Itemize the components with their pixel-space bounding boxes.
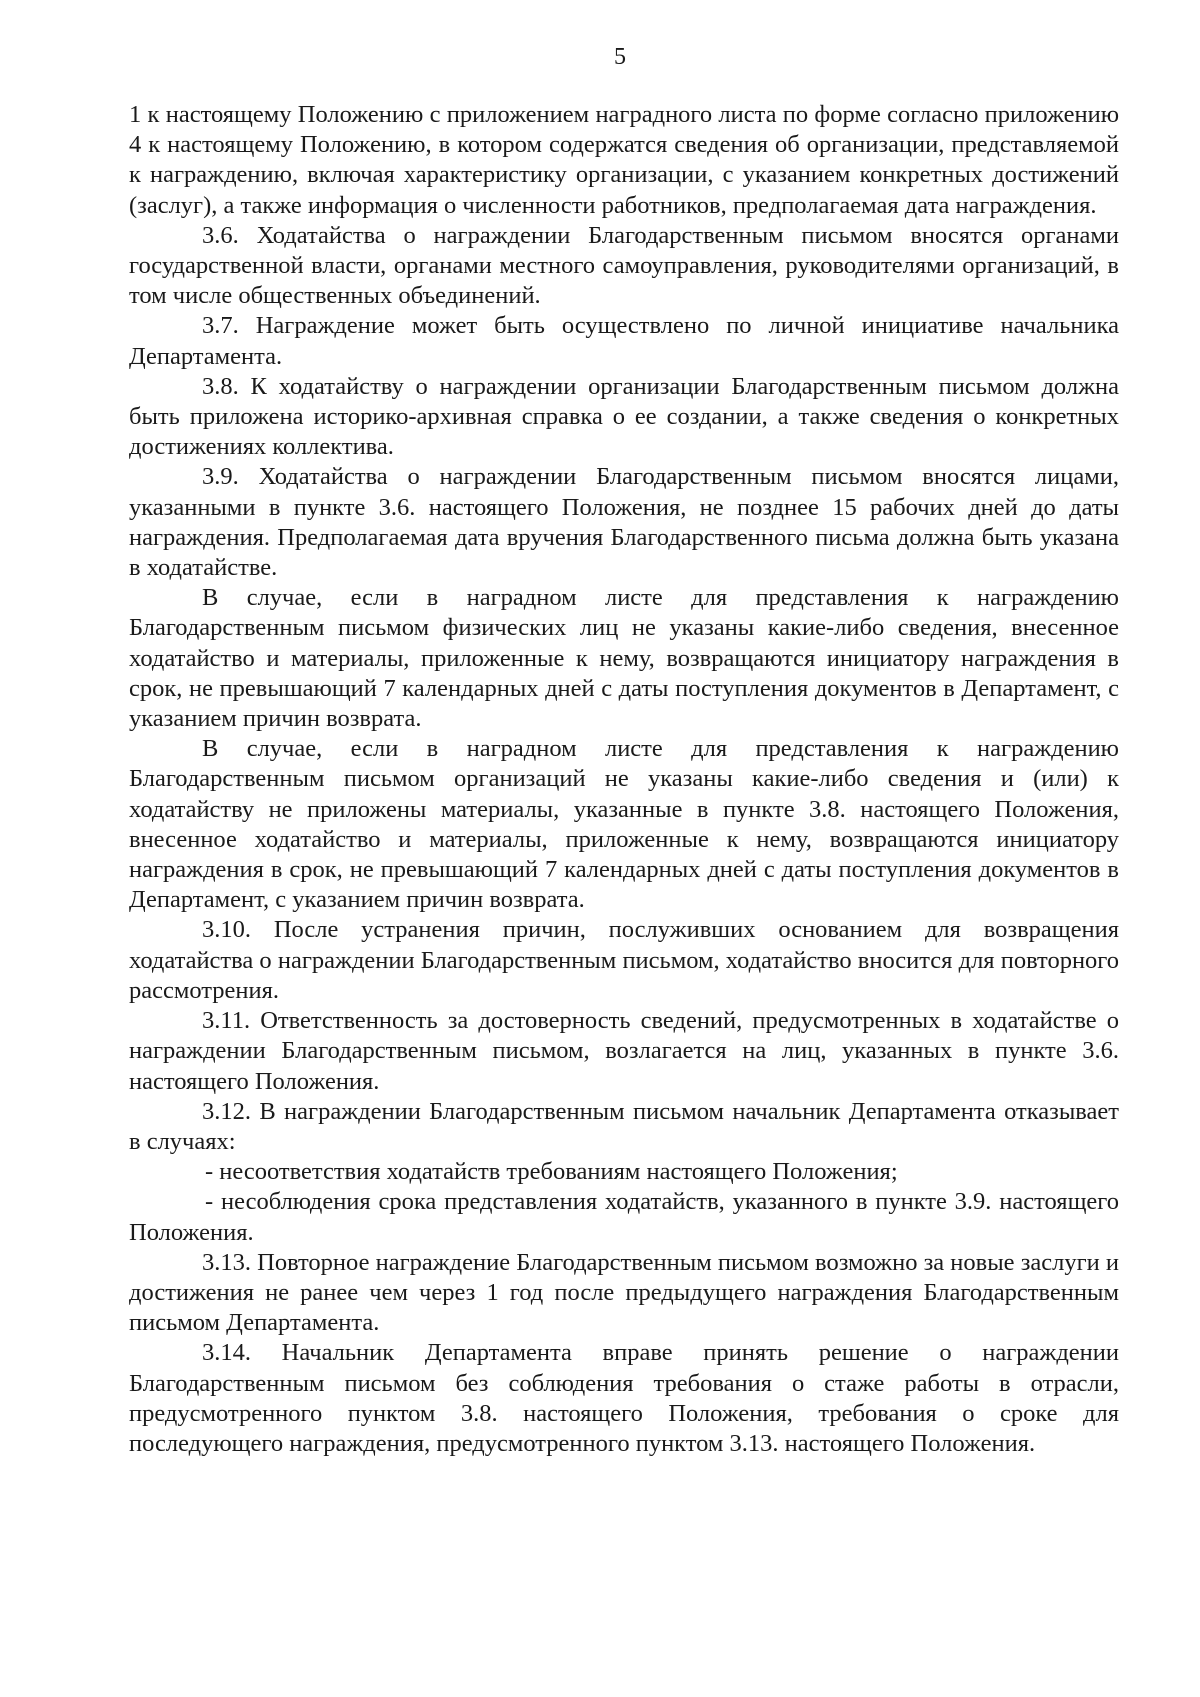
document-body <box>129 100 1119 1459</box>
paragraph-3-14: 3.14. Начальник Департамента вправе принять решение о награждении Благодарственным письмом без соблюдения требования о стаже работы в отрасли, предусмотренного пунктом 3.8. настоящего Положения, требования о сроке для последующего награждения, предусмотренного пунктом 3.13. настоящего Положения. <box>129 1339 1119 1457</box>
paragraph-3-7: 3.7. Награждение может быть осуществлено по личной инициативе начальника Департамента. <box>129 312 1119 370</box>
paragraph-3-13: 3.13. Повторное награждение Благодарственным письмом возможно за новые заслуги и достижения не ранее чем через 1 год после предыдущего награждения Благодарственным письмом Департамента. <box>129 1248 1119 1337</box>
list-item-refusal-reason: - несоответствия ходатайств требованиям настоящего Положения; <box>205 1158 898 1186</box>
paragraph-3-11: 3.11. Ответственность за достоверность сведений, предусмотренных в ходатайстве о награждении Благодарственным письмом, возлагается на лиц, указанных в пункте 3.6. настоящего Положения. <box>129 1007 1119 1095</box>
list-item-refusal-reason: - несоблюдения срока представления ходатайств, указанного в пункте 3.9. настоящего Положения. <box>129 1188 1119 1246</box>
paragraph-continuation: 1 к настоящему Положению с приложением наградного листа по форме согласно приложению 4 к настоящему Положению, в котором содержатся сведения об организации, представляемой к награждению, включая характеристику организации, с указанием конкретных достижений (заслуг), а также информация о численности работников, предполагаемая дата награждения. <box>129 101 1119 219</box>
paragraph-3-10: 3.10. После устранения причин, послуживших основанием для возвращения ходатайства о награждении Благодарственным письмом, ходатайство вносится для повторного рассмотрения. <box>129 916 1119 1004</box>
paragraph-3-8: 3.8. К ходатайству о награждении организации Благодарственным письмом должна быть приложена историко-архивная справка о ее создании, а также сведения о конкретных достижениях коллектива. <box>129 372 1119 461</box>
paragraph-3-9: 3.9. Ходатайства о награждении Благодарственным письмом вносятся лицами, указанными в пункте 3.6. настоящего Положения, не позднее 15 рабочих дней до даты награждения. Предполагаемая дата вручения Благодарственного письма должна быть указана в ходатайстве. <box>129 463 1119 582</box>
paragraph-3-6: 3.6. Ходатайства о награждении Благодарственным письмом вносятся органами государственной власти, органами местного самоуправления, руководителями организаций, в том числе общественных объединений. <box>129 221 1119 310</box>
page-number: 5 <box>614 44 626 70</box>
paragraph-3-9-individuals: В случае, если в наградном листе для представления к награждению Благодарственным письмом физических лиц не указаны какие-либо сведения, внесенное ходатайство и материалы, приложенные к нему, возвращаются инициатору награждения в срок, не превышающий 7 календарных дней с даты поступления документов в Департамент, с указанием причин возврата. <box>129 584 1119 733</box>
paragraph-3-12: 3.12. В награждении Благодарственным письмом начальник Департамента отказывает в случаях: <box>129 1097 1119 1155</box>
paragraph-3-9-organizations: В случае, если в наградном листе для представления к награждению Благодарственным письмом организаций не указаны какие-либо сведения и (или) к ходатайству не приложены материалы, указанные в пункте 3.8. настоящего Положения, внесенное ходатайство и материалы, приложенные к нему, возвращаются инициатору награждения в срок, не превышающий 7 календарных дней с даты поступления документов в Департамент, с указанием причин возврата. <box>129 735 1119 914</box>
